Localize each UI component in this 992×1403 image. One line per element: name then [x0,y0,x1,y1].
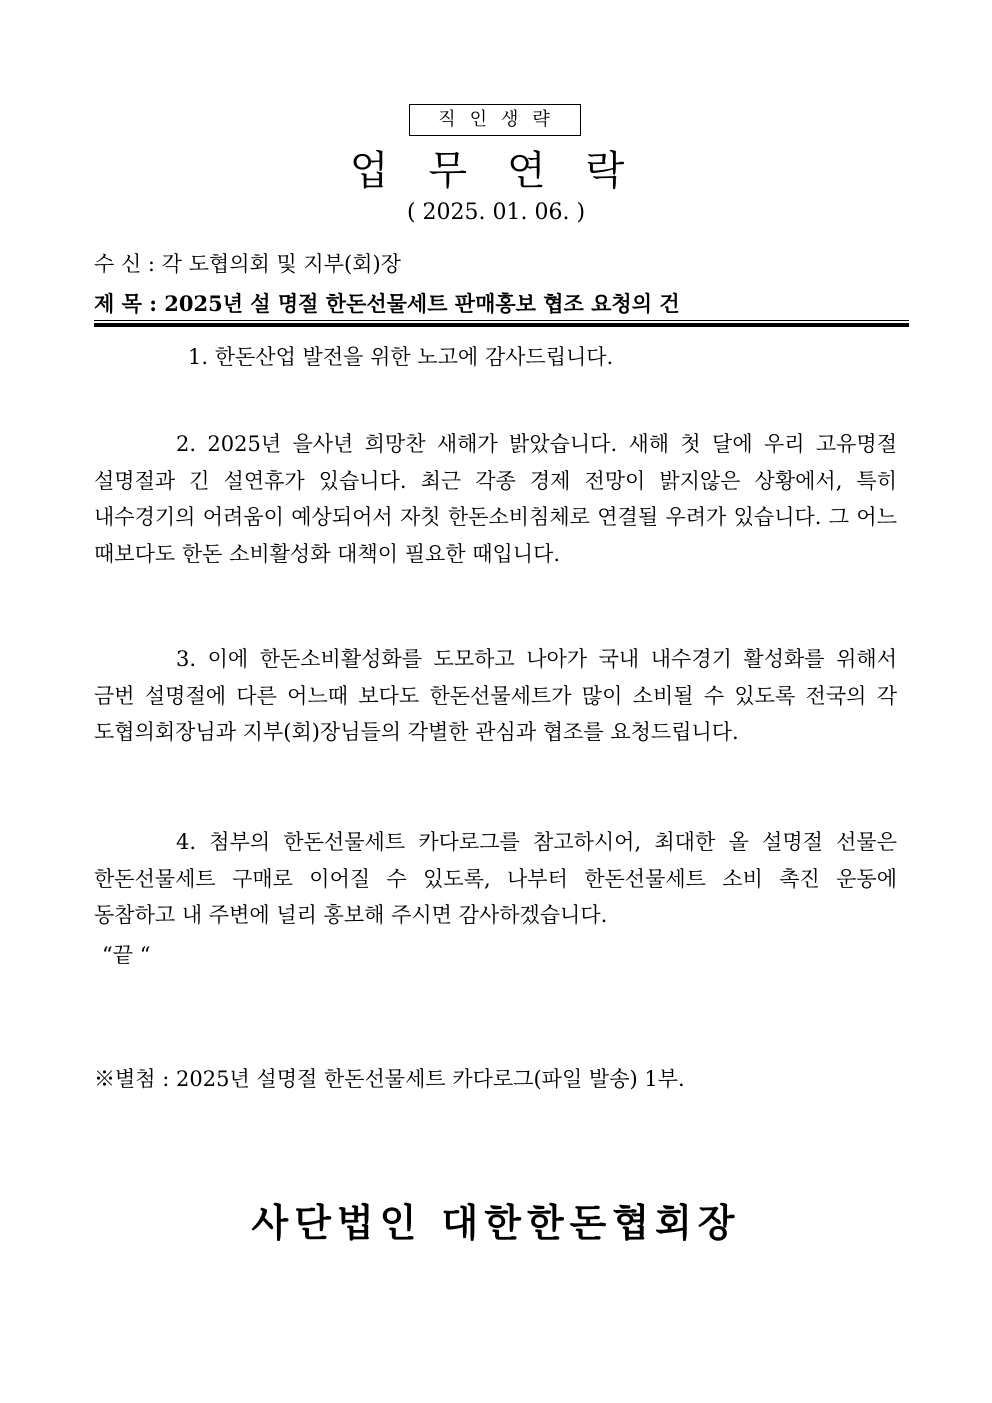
paragraph-2: 2. 2025년 을사년 희망찬 새해가 밝았습니다. 새해 첫 달에 우리 고유명절 설명절과 긴 설연휴가 있습니다. 최근 각종 경제 전망이 밝지않은 상황에서, 특히 내수경기의 어려움이 예상되어서 자칫 한돈소비침체로 연결될 우려가 있습니다. 그 어느 때보다도 한돈 소비활성화 대책이 필요한 때입니다. [94,432,897,566]
document-date: ( 2025. 01. 06. ) [406,200,586,225]
recipient-line: 수 신 : 각 도협의회 및 지부(회)장 [94,252,401,276]
issuer-signature: 사단법인 대한한돈협회장 [251,1200,741,1245]
document-title: 업무연락 [349,148,665,194]
paragraph-1: 1. 한돈산업 발전을 위한 노고에 감사드립니다. [188,345,614,369]
paragraph-3: 3. 이에 한돈소비활성화를 도모하고 나아가 국내 내수경기 활성화를 위해서 금번 설명절에 다른 어느때 보다도 한돈선물세트가 많이 소비될 수 있도록 전국의 각 도협의회장님과 지부(회)장님들의 각별한 관심과 협조를 요청드립니다. [94,647,897,744]
header-divider-thick [94,323,909,327]
subject-line: 제 목 : 2025년 설 명절 한돈선물세트 판매홍보 협조 요청의 건 [94,291,680,316]
seal-omitted-stamp: 직인생략 [409,104,581,136]
attachment-note: ※별첨 : 2025년 설명절 한돈선물세트 카다로그(파일 발송) 1부. [94,1067,685,1091]
end-mark: “끝 “ [102,943,151,967]
paragraph-4: 4. 첨부의 한돈선물세트 카다로그를 참고하시어, 최대한 올 설명절 선물은 한돈선물세트 구매로 이어질 수 있도록, 나부터 한돈선물세트 소비 촉진 운동에 동참하고 내 주변에 널리 홍보해 주시면 감사하겠습니다. [94,830,897,927]
header-divider-thin [94,320,909,321]
